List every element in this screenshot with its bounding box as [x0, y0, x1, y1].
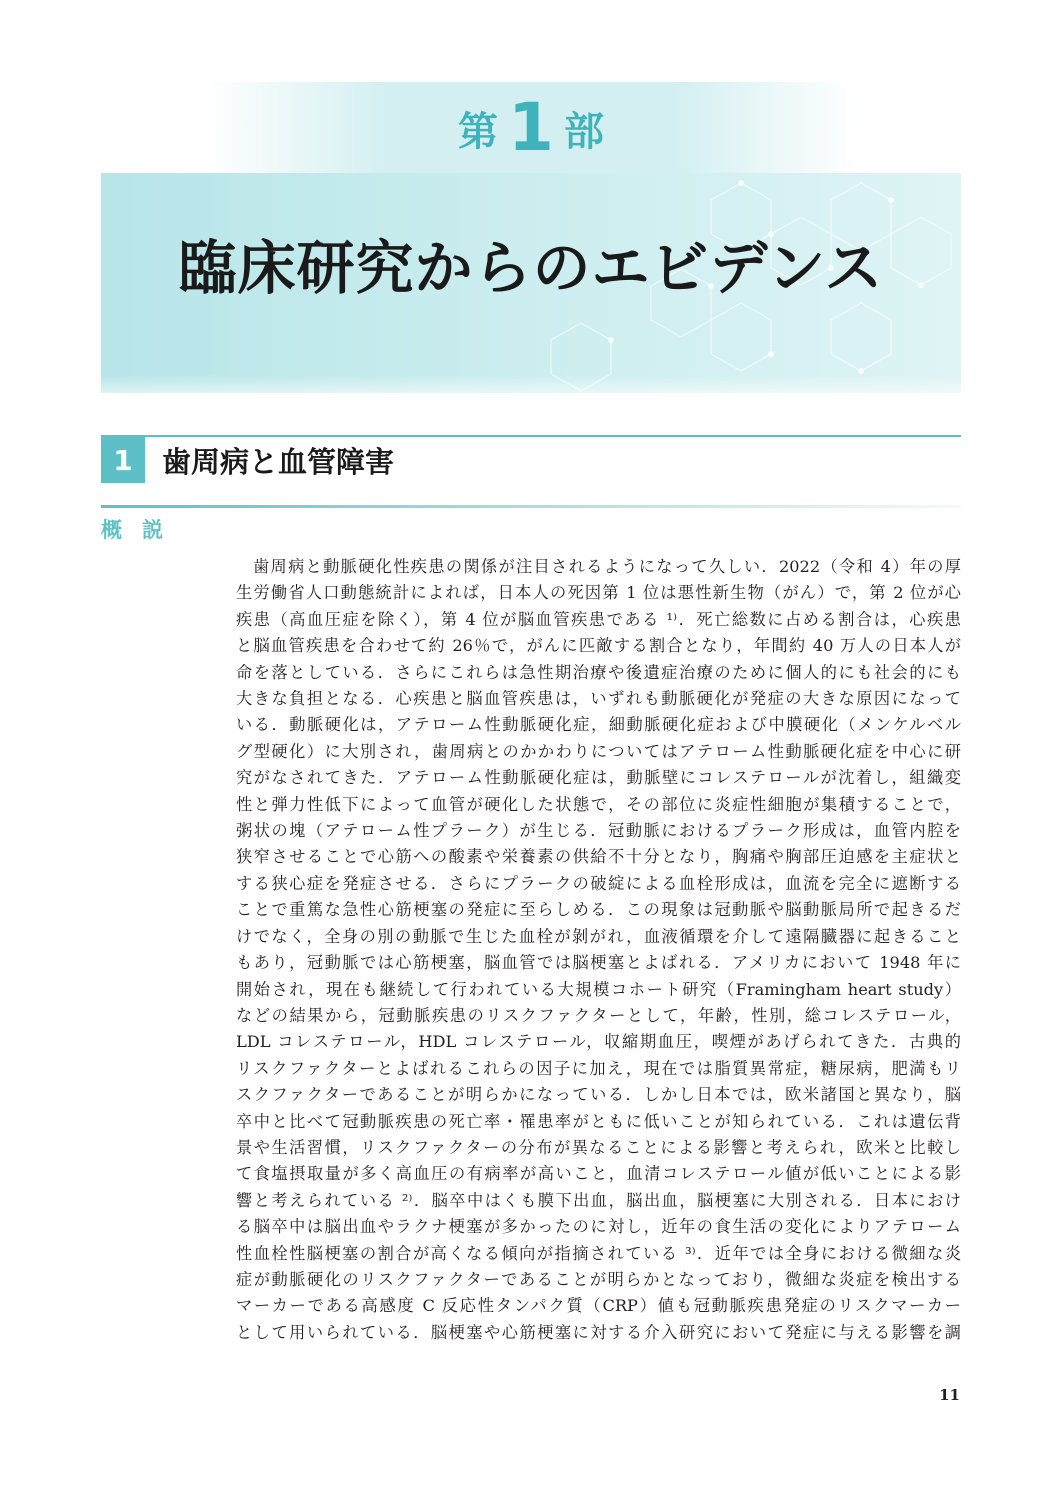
sub-heading: 概説 — [101, 518, 183, 542]
body-line: て食塩摂取量が多く高血圧の有病率が高いこと，血清コレステロール値が低いことによる影 — [236, 1164, 961, 1184]
body-line: する狭心症を発症させる．さらにプラークの破綻による血栓形成は，血流を完全に遮断する — [236, 873, 961, 893]
body-line: いる．動脈硬化は，アテローム性動脈硬化症，細動脈硬化症および中膜硬化（メンケルベル — [236, 715, 961, 735]
body-line: 性と弾力性低下によって血管が硬化した状態で，その部位に炎症性細胞が集積することで， — [236, 794, 961, 814]
body-line: 狭窄させることで心筋への酸素や栄養素の供給不十分となり，胸痛や胸部圧迫感を主症状と — [236, 847, 961, 867]
body-line: マーカーである高感度 C 反応性タンパク質（CRP）値も冠動脈疾患発症のリスクマーカー — [236, 1296, 961, 1316]
title-band — [101, 173, 961, 393]
part-tab — [206, 82, 856, 174]
body-line: 響と考えられている ²⁾．脳卒中はくも膜下出血，脳出血，脳梗塞に大別される．日本におけ — [236, 1190, 961, 1210]
section-number-badge: 1 — [101, 437, 145, 483]
body-line: として用いられている．脳梗塞や心筋梗塞に対する介入研究において発症に与える影響を調 — [236, 1322, 961, 1342]
section-title: 歯周病と血管障害 — [162, 445, 395, 479]
band-shadow — [101, 375, 961, 393]
body-text — [236, 554, 961, 1346]
section-rule-bottom — [101, 505, 961, 508]
body-line: スクファクターであることが明らかになっている．しかし日本では，欧米諸国と異なり，脳 — [236, 1085, 961, 1105]
page-number: 11 — [939, 1386, 960, 1404]
body-line: 歯周病と動脈硬化性疾患の関係が注目されるようになって久しい．2022（令和 4）年の厚 — [253, 557, 961, 576]
body-line: もあり，冠動脈では心筋梗塞，脳血管では脳梗塞とよばれる．アメリカにおいて 1948 年に — [236, 953, 961, 973]
body-line: 開始され，現在も継続して行われている大規模コホート研究（Framingham heart study） — [236, 979, 961, 999]
part-prefix: 第 — [458, 108, 499, 155]
body-line: けでなく，全身の別の動脈で生じた血栓が剝がれ，血液循環を介して遠隔臓器に起きること — [236, 926, 961, 946]
body-line: 究がなされてきた．アテローム性動脈硬化症は，動脈壁にコレステロールが沈着し，組織変 — [236, 768, 961, 788]
main-title: 臨床研究からのエビデンス — [178, 234, 884, 302]
body-line: 粥状の塊（アテローム性プラーク）が生じる．冠動脈におけるプラーク形成は，血管内腔を — [236, 821, 961, 841]
body-line: などの結果から，冠動脈疾患のリスクファクターとして，年齢，性別，総コレステロール， — [236, 1005, 961, 1025]
part-label — [206, 82, 856, 174]
section-rule-top — [101, 435, 961, 437]
body-line: と脳血管疾患を合わせて約 26％で，がんに匹敵する割合となり，年間約 40 万人の日本人が — [236, 636, 961, 656]
body-line: グ型硬化）に大別され，歯周病とのかかわりについてはアテローム性動脈硬化症を中心に研 — [236, 741, 961, 761]
body-line: 疾患（高血圧症を除く），第 4 位が脳血管疾患である ¹⁾．死亡総数に占める割合は，心疾患 — [236, 609, 961, 629]
body-line: 卒中と比べて冠動脈疾患の死亡率・罹患率がともに低いことが知られている．これは遺伝背 — [236, 1111, 961, 1131]
body-line: 大きな負担となる．心疾患と脳血管疾患は，いずれも動脈硬化が発症の大きな原因になって — [236, 689, 961, 709]
part-number: 1 — [508, 89, 554, 166]
body-line: 景や生活習慣，リスクファクターの分布が異なることによる影響と考えられ，欧米と比較し — [236, 1137, 961, 1157]
part-suffix: 部 — [563, 108, 604, 155]
body-line: 生労働省人口動態統計によれば，日本人の死因第 1 位は悪性新生物（がん）で，第 2 位が心 — [236, 583, 961, 603]
body-line: リスクファクターとよばれるこれらの因子に加え，現在では脂質異常症，糖尿病，肥満もリ — [236, 1058, 961, 1078]
body-line: ことで重篤な急性心筋梗塞の発症に至らしめる．この現象は冠動脈や脳動脈局所で起きるだ — [236, 900, 961, 920]
body-line: 症が動脈硬化のリスクファクターであることが明らかとなっており，微細な炎症を検出する — [236, 1269, 961, 1289]
body-line: 性血栓性脳梗塞の割合が高くなる傾向が指摘されている ³⁾．近年では全身における微細な炎 — [236, 1243, 961, 1263]
body-line: る脳卒中は脳出血やラクナ梗塞が多かったのに対し，近年の食生活の変化によりアテローム — [236, 1217, 961, 1237]
body-line: LDL コレステロール，HDL コレステロール，収縮期血圧，喫煙があげられてきた．古典的 — [236, 1032, 961, 1052]
body-line: 命を落としている．さらにこれらは急性期治療や後遺症治療のために個人的にも社会的にも — [236, 662, 961, 682]
